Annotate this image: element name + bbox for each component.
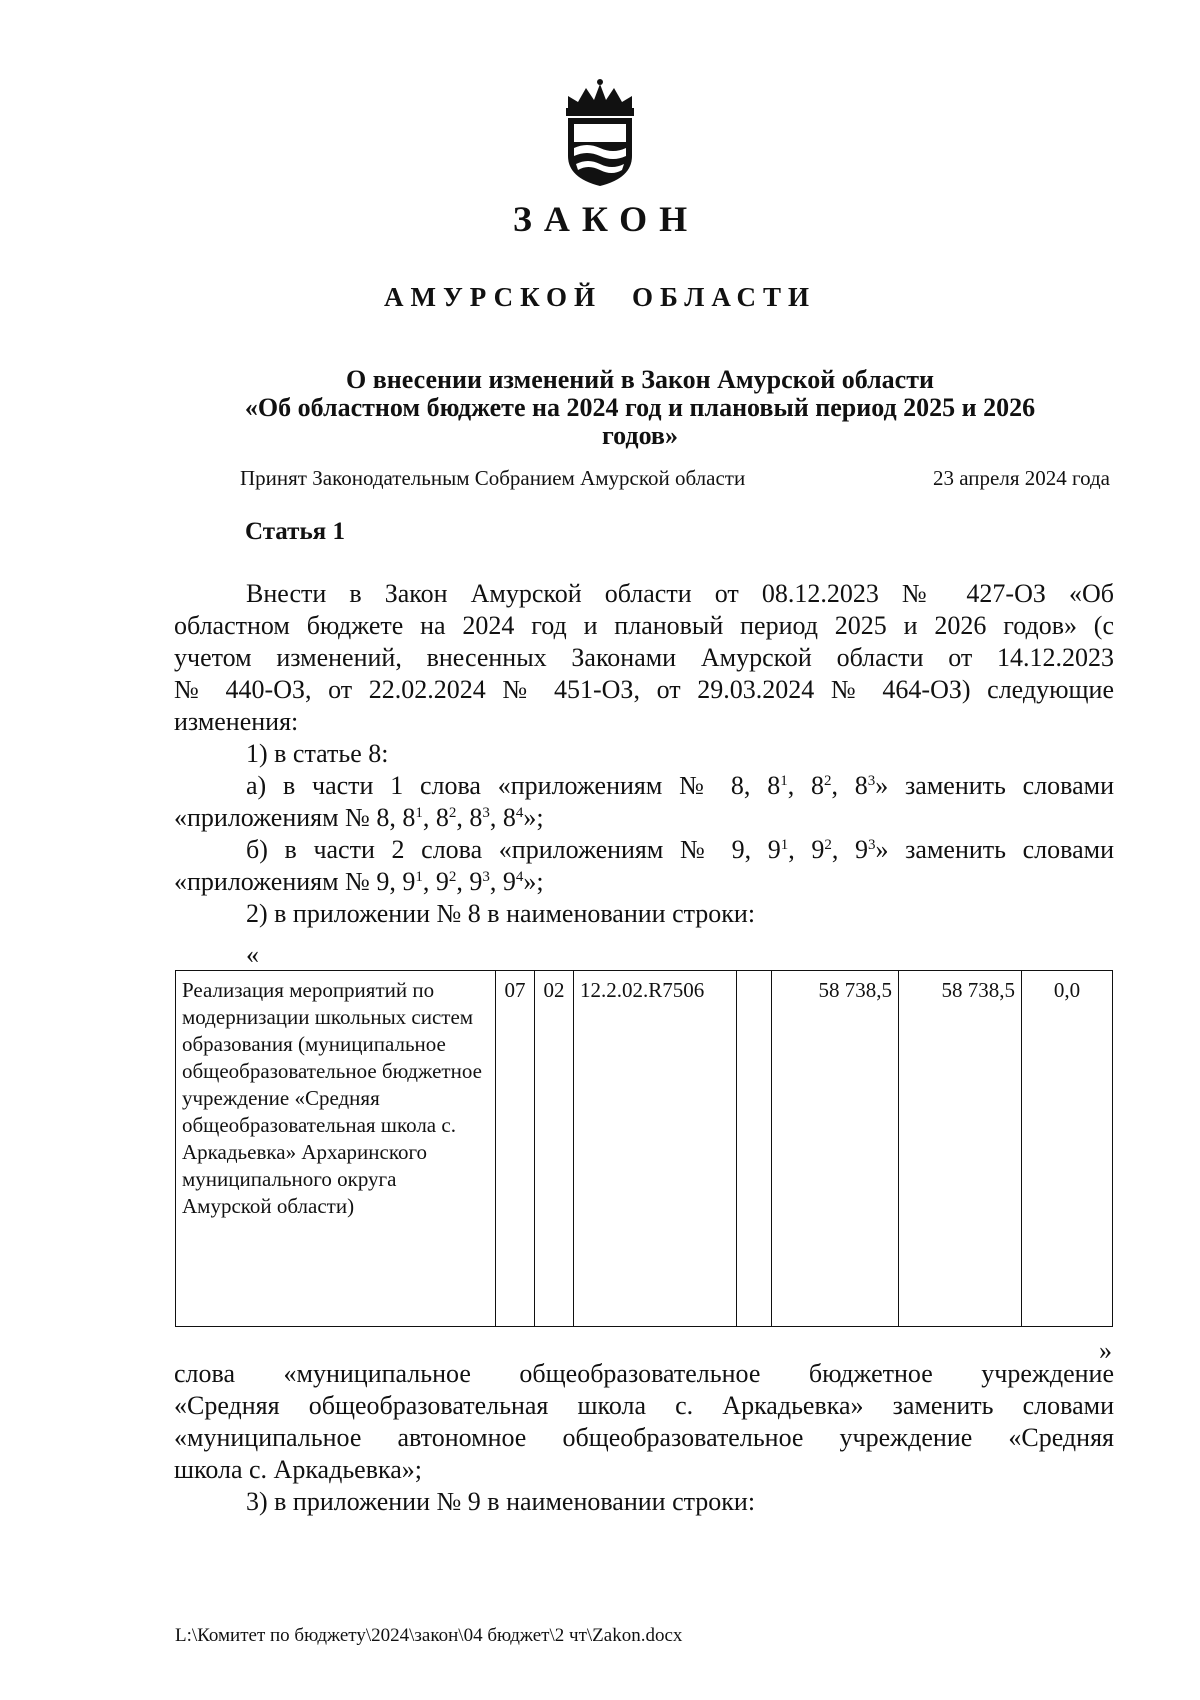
body-line: изменения: [174, 707, 299, 736]
adopted-by: Принят Законодательным Собранием Амурской области [240, 466, 746, 490]
law-name [180, 366, 1100, 450]
body-line: областном бюджете на 2024 год и плановый период 2025 и 2026 годов» (с [174, 611, 1114, 640]
adoption-date: 23 апреля 2024 года [933, 466, 1110, 490]
item-1: 1) в статье 8: [246, 739, 389, 768]
law-name-line-3: годов» [602, 421, 678, 450]
adoption-line [240, 466, 1110, 491]
document-title: ЗАКОН [512, 199, 700, 239]
law-name-line-1: О внесении изменений в Закон Амурской области [346, 365, 934, 394]
item-b-line-2: «приложениям № 9, $9^1$, $9^2$, $9^3$, $9^4$»; [174, 867, 544, 896]
subtitle-word-1: АМУРСКОЙ [384, 282, 603, 312]
subtitle-word-2: ОБЛАСТИ [632, 282, 816, 312]
section-cell: 07 [496, 971, 535, 1327]
subsection-cell: 02 [535, 971, 574, 1327]
row-name-cell: Реализация мероприятий по модернизации школьных систем образования (муниципальное общеобразовательное бюджетное учреждение «Средняя общеобразовательная школа с. Аркадьевка» Архаринского муниципального округа Амурской области) [176, 971, 496, 1327]
item-a-line-2: «приложениям № 8, $8^1$, $8^2$, $8^3$, $8^4$»; [174, 803, 544, 832]
file-path-footer: L:\Комитет по бюджету\2024\закон\04 бюджет\2 чт\Zakon.docx [175, 1625, 683, 1646]
replacement-text [174, 1358, 1114, 1518]
body-line: слова «муниципальное общеобразовательное бюджетное учреждение [174, 1359, 1114, 1388]
value-2026-cell: 0,0 [1022, 971, 1113, 1327]
table-row [176, 971, 1113, 1327]
law-name-line-2: «Об областном бюджете на 2024 год и плановый период 2025 и 2026 [244, 393, 1036, 422]
body-line: Внести в Закон Амурской области от 08.12.2023 № 427-ОЗ «Об [246, 579, 1114, 608]
article-body [174, 578, 1114, 930]
value-2025-cell: 58 738,5 [899, 971, 1022, 1327]
body-line: школа с. Аркадьевка»; [174, 1455, 423, 1484]
item-2: 2) в приложении № 8 в наименовании строки: [246, 899, 756, 928]
body-line: учетом изменений, внесенных Законами Амурской области от 14.12.2023 [174, 643, 1114, 672]
expense-type-cell [737, 971, 772, 1327]
quote-close: » [1099, 1336, 1112, 1365]
body-line: «муниципальное автономное общеобразовательное учреждение «Средняя [174, 1423, 1114, 1452]
item-a-line-1: а) в части 1 слова «приложениям № 8, $8^1$, $8^2$, $8^3$» заменить словами [246, 771, 1115, 800]
item-3: 3) в приложении № 9 в наименовании строки: [246, 1487, 756, 1516]
item-b-line-1: б) в части 2 слова «приложениям № 9, $9^1$, $9^2$, $9^3$» заменить словами [246, 835, 1114, 864]
target-article-cell: 12.2.02.R7506 [574, 971, 737, 1327]
document-subtitle [0, 282, 1200, 313]
article-heading: Статья 1 [245, 518, 345, 545]
body-line: № 440-ОЗ, от 22.02.2024 № 451-ОЗ, от 29.03.2024 № 464-ОЗ) следующие [174, 675, 1114, 704]
body-line: «Средняя общеобразовательная школа с. Аркадьевка» заменить словами [174, 1391, 1114, 1420]
quote-open: « [246, 940, 259, 969]
value-2024-cell: 58 738,5 [772, 971, 899, 1327]
budget-row-table [175, 970, 1113, 1327]
amur-region-coat-of-arms-icon [554, 78, 646, 190]
